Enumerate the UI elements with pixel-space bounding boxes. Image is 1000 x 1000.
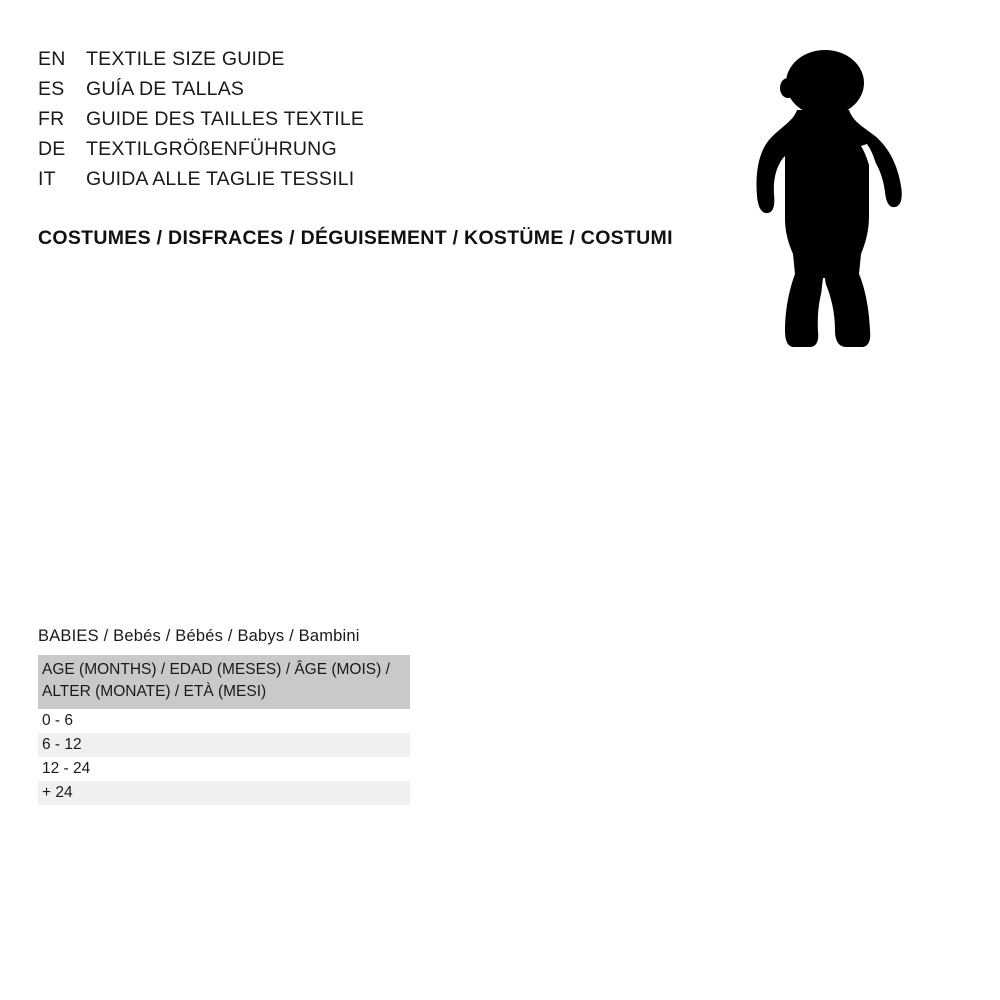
table-row [38, 709, 410, 733]
cell-age-range-0: 0 - 6 [38, 709, 410, 733]
language-code-de: DE [38, 138, 66, 160]
babies-caption: BABIES / Bebés / Bébés / Babys / Bambini [38, 627, 360, 645]
language-code-fr: FR [38, 108, 65, 130]
language-text-es: GUÍA DE TALLAS [86, 78, 245, 100]
toddler-silhouette-icon [735, 48, 915, 368]
language-text-de: TEXTILGRÖßENFÜHRUNG [86, 138, 337, 160]
language-code-es: ES [38, 78, 65, 100]
babies-size-table [38, 655, 410, 805]
table-row [38, 781, 410, 805]
table-header-row [38, 655, 410, 709]
language-row-it [38, 168, 364, 198]
costumes-heading: COSTUMES / DISFRACES / DÉGUISEMENT / KOSTÜME / COSTUMI [38, 227, 673, 249]
language-list [38, 48, 364, 198]
language-row-es [38, 78, 364, 108]
language-code-it: IT [38, 168, 56, 190]
column-header-age-months: AGE (MONTHS) / EDAD (MESES) / ÂGE (MOIS) / ALTER (MONATE) / ETÀ (MESI) [38, 655, 410, 709]
table-row [38, 757, 410, 781]
language-text-fr: GUIDE DES TAILLES TEXTILE [86, 108, 365, 130]
cell-age-range-1: 6 - 12 [38, 733, 410, 757]
babies-size-section [38, 627, 410, 805]
language-text-it: GUIDA ALLE TAGLIE TESSILI [86, 168, 355, 190]
language-text-en: TEXTILE SIZE GUIDE [86, 48, 285, 70]
cell-age-range-3: + 24 [38, 781, 410, 805]
language-row-de [38, 138, 364, 168]
language-row-fr [38, 108, 364, 138]
language-code-en: EN [38, 48, 66, 70]
table-row [38, 733, 410, 757]
cell-age-range-2: 12 - 24 [38, 757, 410, 781]
language-row-en [38, 48, 364, 78]
